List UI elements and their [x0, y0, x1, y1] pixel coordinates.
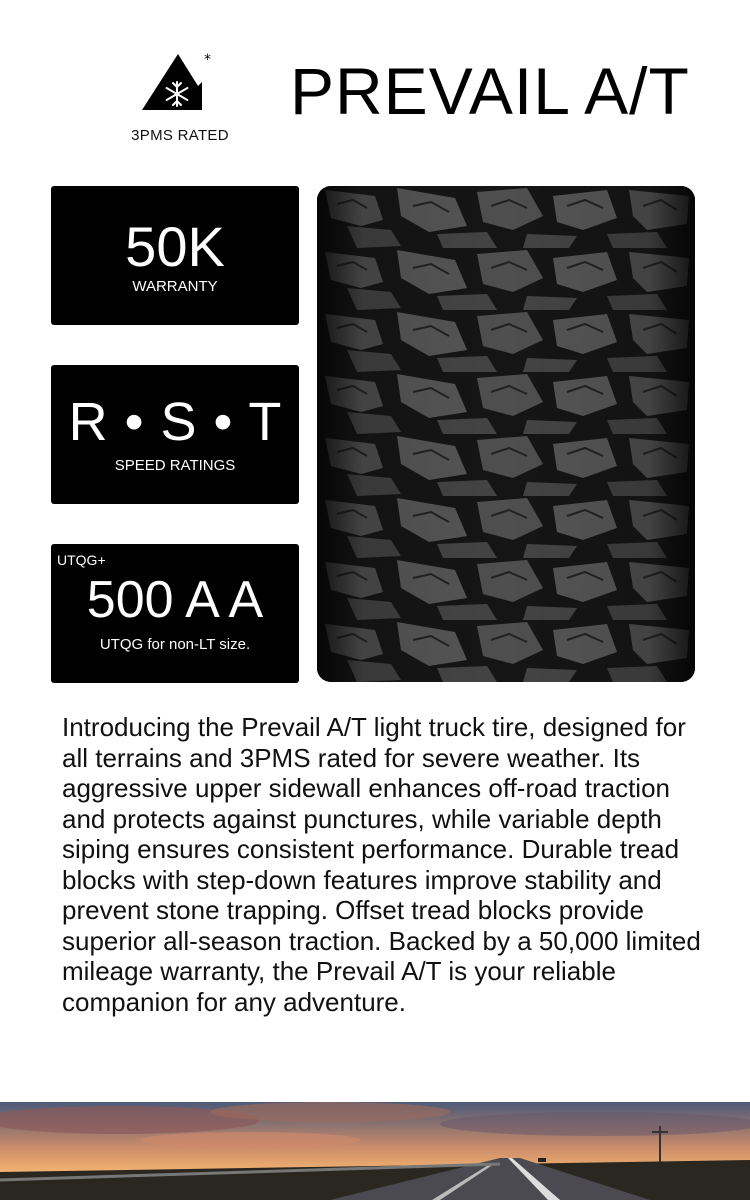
3pms-badge — [110, 45, 250, 150]
3pms-label: 3PMS RATED — [131, 127, 229, 144]
warranty-box — [51, 186, 299, 325]
product-description: Introducing the Prevail A/T light truck tire, designed for all terrains and 3PMS rated for severe weather. Its aggressive upper sidewall enhances off-road traction and protects against punctures, while variable depth siping ensures consistent performance. Durable tread blocks with step-down features improve stability and prevent stone trapping. Offset tread blocks provide superior all-season traction. Backed by a 50,000 limited mileage warranty, the Prevail A/T is your reliable companion for any adventure. — [62, 712, 701, 1017]
tire-tread-image — [317, 186, 695, 682]
mountain-snowflake-icon — [142, 50, 218, 116]
svg-text:*: * — [204, 52, 211, 68]
speed-rating-box — [51, 365, 299, 504]
speed-rating-label: SPEED RATINGS — [114, 457, 236, 474]
road-sunset-image — [0, 1102, 750, 1200]
warranty-label: WARRANTY — [132, 278, 218, 295]
utqg-value: 500 A A — [86, 571, 264, 629]
speed-rating-value: R • S • T — [68, 392, 282, 452]
page-title: PREVAIL A/T — [290, 54, 690, 128]
utqg-note: UTQG for non-LT size. — [99, 636, 251, 653]
utqg-box — [51, 544, 299, 683]
utqg-tag: UTQG+ — [57, 552, 106, 568]
warranty-value: 50K — [125, 215, 225, 278]
